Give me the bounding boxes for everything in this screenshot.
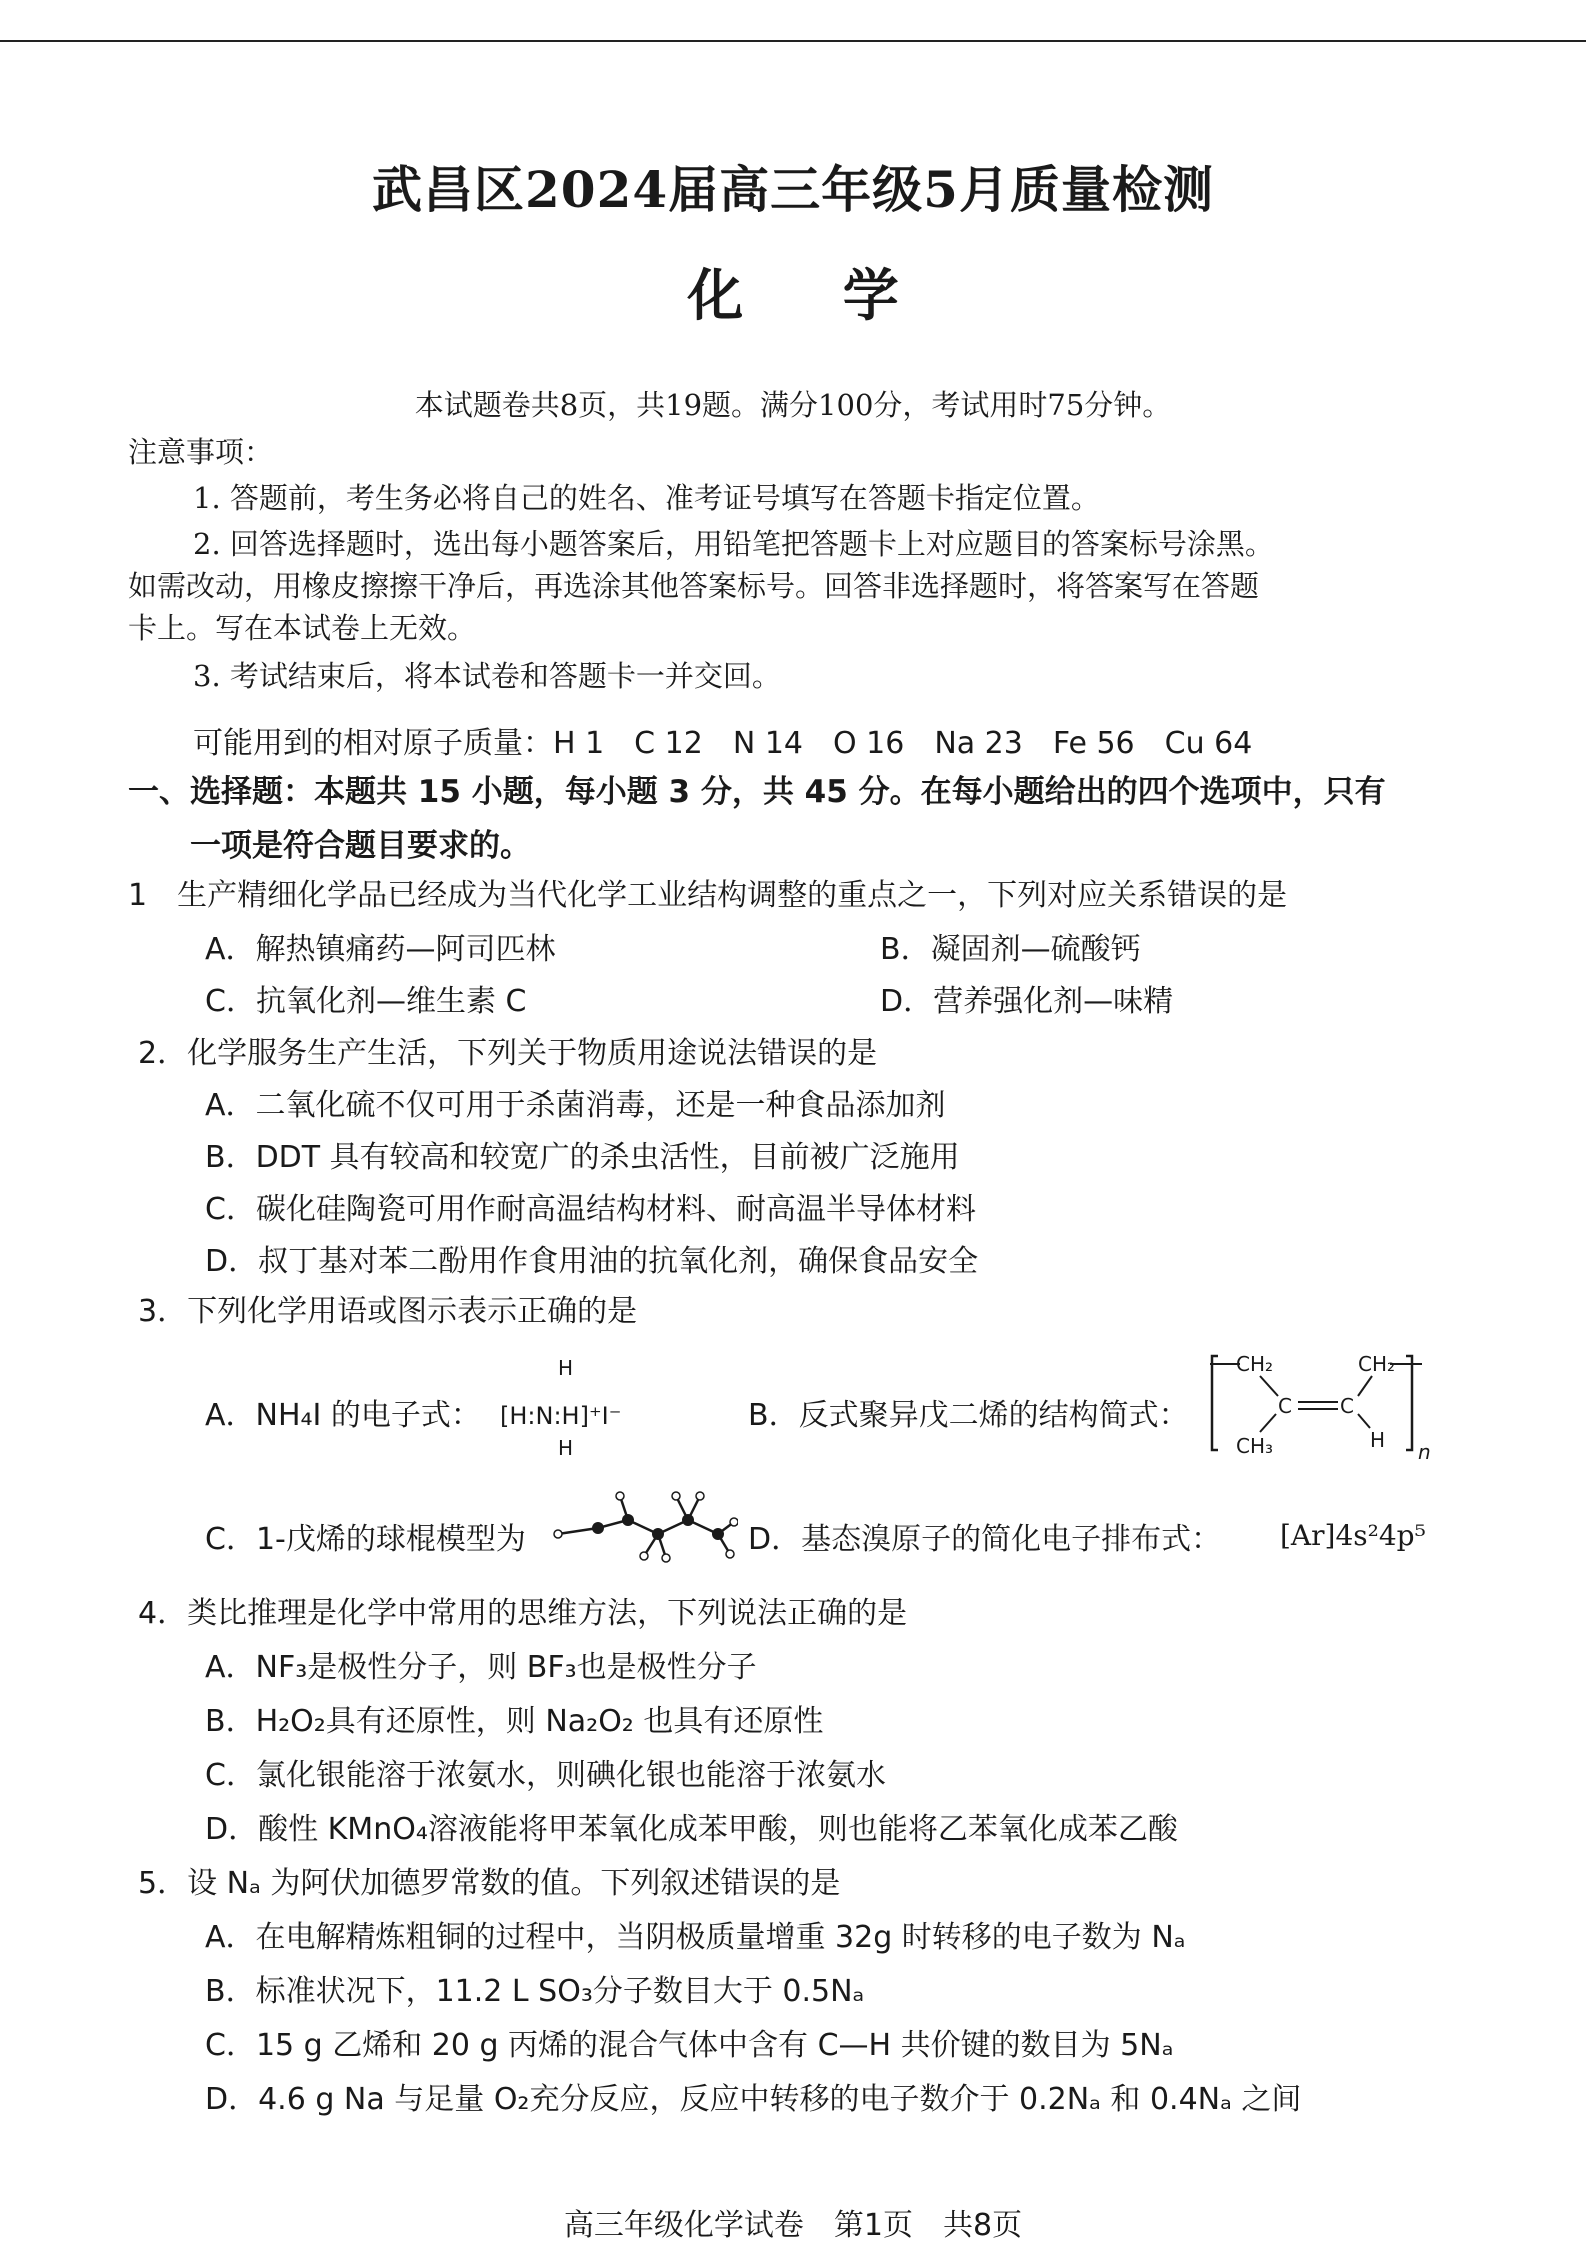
q3-a-bottom-h: H [558, 1436, 574, 1460]
note-item: 如需改动，用橡皮擦擦干净后，再选涂其他答案标号。回答非选择题时，将答案写在答题 [128, 569, 1260, 603]
q3-a-top-h: H [558, 1356, 574, 1380]
q3-b-subscript-n: n [1418, 1440, 1431, 1464]
q3-b-ch2-right: CH₂ [1358, 1352, 1396, 1376]
q1-option-a: A．解热镇痛药—阿司匹林 [205, 932, 556, 967]
exam-intro: 本试题卷共8页，共19题。满分100分，考试用时75分钟。 [414, 388, 1172, 422]
q2-option-c: C．碳化硅陶瓷可用作耐高温结构材料、耐高温半导体材料 [205, 1192, 976, 1227]
top-rule [0, 40, 1586, 42]
notes-heading: 注意事项： [128, 435, 274, 469]
q1-option-d: D．营养强化剂—味精 [880, 984, 1174, 1019]
q5-option-c: C．15 g 乙烯和 20 g 丙烯的混合气体中含有 C—H 共价键的数目为 5Nₐ [205, 2028, 1174, 2063]
atomic-masses: 可能用到的相对原子质量：H 1 C 12 N 14 O 16 Na 23 Fe 56 Cu 64 [193, 726, 1253, 761]
q3-option-a-label: A．NH₄I 的电子式： [205, 1398, 481, 1433]
question-2-stem: 2．化学服务生产生活，下列关于物质用途说法错误的是 [138, 1036, 878, 1071]
q4-option-a: A．NF₃是极性分子，则 BF₃也是极性分子 [205, 1650, 757, 1685]
q4-option-d: D．酸性 KMnO₄溶液能将甲苯氧化成苯甲酸，则也能将乙苯氧化成苯乙酸 [205, 1812, 1178, 1847]
note-item: 卡上。写在本试卷上无效。 [128, 611, 477, 645]
q3-option-b-label: B．反式聚异戊二烯的结构简式： [748, 1398, 1189, 1433]
q5-option-d: D．4.6 g Na 与足量 O₂充分反应，反应中转移的电子数介于 0.2Nₐ 和 0.4Nₐ 之间 [205, 2082, 1302, 2117]
note-item: 3. 考试结束后，将本试卷和答题卡一并交回。 [193, 659, 781, 693]
section-heading: 一、选择题：本题共 15 小题，每小题 3 分，共 45 分。在每小题给出的四个选项中，只有 [128, 774, 1386, 810]
q2-option-b: B．DDT 具有较高和较宽广的杀虫活性，目前被广泛施用 [205, 1140, 960, 1175]
section-heading-cont: 一项是符合题目要求的。 [190, 828, 531, 864]
subject-title: 化 学 [687, 263, 939, 329]
q3-option-a-electron-formula: [H:N:H]⁺I⁻ [500, 1402, 622, 1430]
note-item: 2. 回答选择题时，选出每小题答案后，用铅笔把答题卡上对应题目的答案标号涂黑。 [193, 527, 1274, 561]
pentene-ball-stick-model [548, 1482, 738, 1572]
q2-option-a: A．二氧化硫不仅可用于杀菌消毒，还是一种食品添加剂 [205, 1088, 946, 1123]
q3-b-ch3: CH₃ [1236, 1434, 1274, 1458]
q3-b-carbon-left: C [1278, 1394, 1292, 1418]
q3-option-d-label: D．基态溴原子的简化电子排布式： [748, 1522, 1222, 1557]
q5-option-b: B．标准状况下，11.2 L SO₃分子数目大于 0.5Nₐ [205, 1974, 865, 2009]
q3-option-c-label: C．1-戊烯的球棍模型为 [205, 1522, 526, 1557]
question-5-stem: 5．设 Nₐ 为阿伏加德罗常数的值。下列叙述错误的是 [138, 1866, 841, 1901]
q3-b-carbon-right: C [1340, 1394, 1354, 1418]
exam-title: 武昌区2024届高三年级5月质量检测 [372, 160, 1214, 219]
q1-option-b: B．凝固剂—硫酸钙 [880, 932, 1141, 967]
q1-option-c: C．抗氧化剂—维生素 C [205, 984, 527, 1019]
q3-b-ch2-left: CH₂ [1236, 1352, 1274, 1376]
q5-option-a: A．在电解精炼粗铜的过程中，当阴极质量增重 32g 时转移的电子数为 Nₐ [205, 1920, 1186, 1955]
question-1-stem: 1 生产精细化学品已经成为当代化学工业结构调整的重点之一，下列对应关系错误的是 [128, 878, 1288, 913]
note-item: 1. 答题前，考生务必将自己的姓名、准考证号填写在答题卡指定位置。 [193, 481, 1100, 515]
q3-option-d-configuration: [Ar]4s²4p⁵ [1280, 1519, 1426, 1552]
q4-option-c: C．氯化银能溶于浓氨水，则碘化银也能溶于浓氨水 [205, 1758, 886, 1793]
q4-option-b: B．H₂O₂具有还原性，则 Na₂O₂ 也具有还原性 [205, 1704, 824, 1739]
q3-b-hydrogen: H [1370, 1428, 1386, 1452]
question-4-stem: 4．类比推理是化学中常用的思维方法，下列说法正确的是 [138, 1596, 908, 1631]
page-footer: 高三年级化学试卷 第1页 共8页 [563, 2208, 1023, 2243]
question-3-stem: 3．下列化学用语或图示表示正确的是 [138, 1294, 638, 1329]
q2-option-d: D．叔丁基对苯二酚用作食用油的抗氧化剂，确保食品安全 [205, 1244, 979, 1279]
